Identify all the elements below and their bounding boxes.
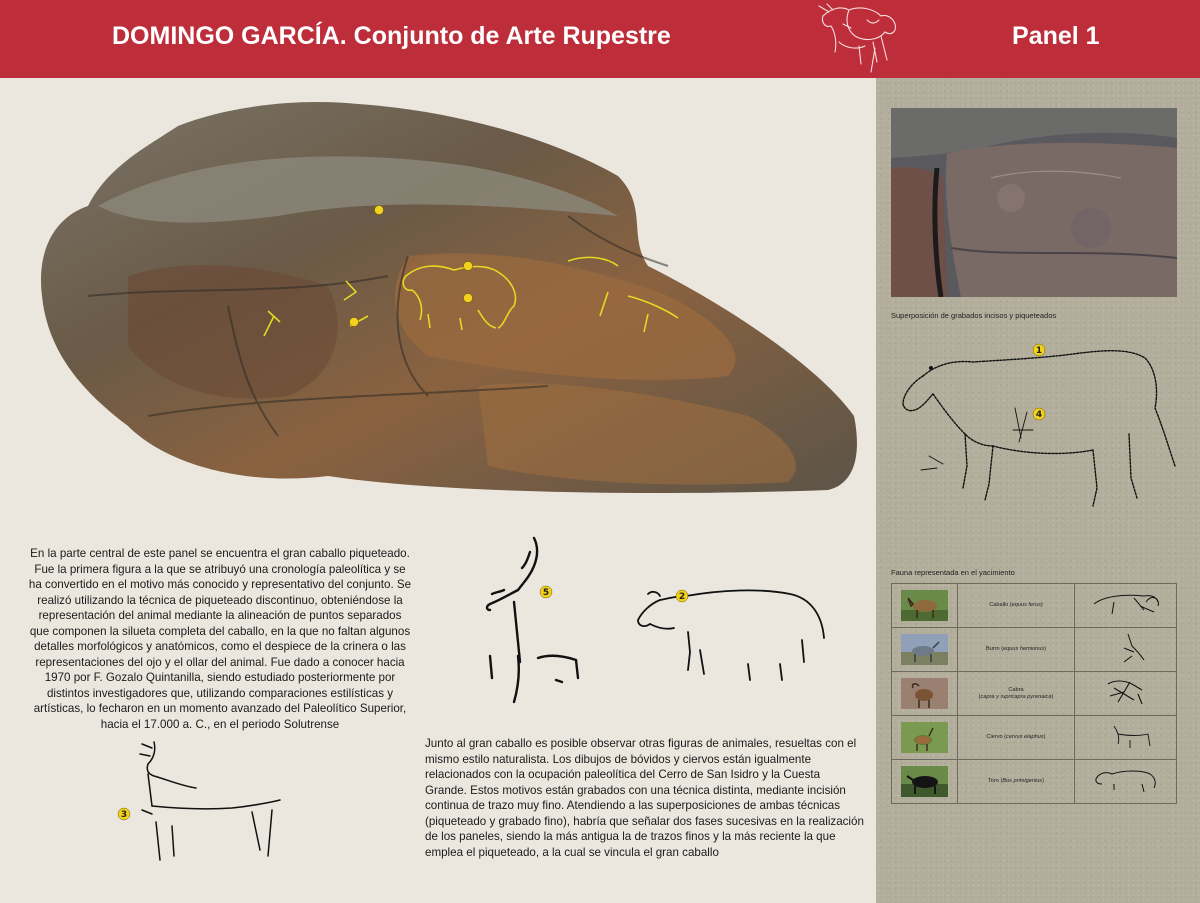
bull-photo [901, 766, 948, 797]
fauna-latin: cervus elaphus [1006, 734, 1044, 740]
goat-engraving-icon [1084, 674, 1168, 708]
deer-sketch-figure-5 [478, 532, 590, 710]
rock-panel-photo [28, 96, 864, 498]
fauna-name: Cabra [1008, 686, 1024, 693]
description-paragraph-1: En la parte central de este panel se encuentra el gran caballo piqueteado. Fue la primera figura a la que se atribuyó una cronología paleolítica y se ha convertido en el motivo más conocido y representativo del conjunto. Se realizó utilizando la técnica de piqueteado discontinuo, obteniéndose la representación del animal mediante la alineación de puntos separados que componen la silueta completa del caballo, en la que no faltan algunos detalles morfológicos y anatómicos, como el despiece de la crinera o las representaciones del ojo y el ollar del animal. Fue dado a conocer hacia 1970 por F. Gozalo Quintanilla, siendo estudiado posteriormente por distintos investigadores que, utilizando comparaciones estilísticas y artísticas, lo fecharon en un momento avanzado del Paleolítico Superior, hacia el 17.000 a. C., en el periodo Solutrense [28, 547, 412, 731]
fauna-row-cabra: Cabra (capra y rupricapra pyrenaica) [892, 672, 1177, 716]
sketch-label-2: 2 [678, 592, 686, 602]
fauna-table [891, 583, 1177, 804]
horse-tracing-drawing [893, 338, 1179, 510]
donkey-engraving-icon [1084, 630, 1168, 664]
fauna-photo-body [915, 689, 933, 701]
fauna-caption: Fauna representada en el yacimiento [891, 568, 1015, 577]
fauna-name: Ciervo [986, 734, 1003, 740]
description-paragraph-2: Junto al gran caballo es posible observar otras figuras de animales, resueltas con el mismo estilo naturalista. Los dibujos de bóvidos y ciervos están igualmente relacionados con la ocupación paleolítica del Cerro de San Isidro y la Cuesta Grande. Estos motivos están grabados con una técnica distinta, mediante incisión continua de trazo muy fino. Atendiendo a las superposiciones de ambas técnicas (piqueteado y grabado fino), habría que señalar dos fases sucesivas en la realización de los paneles, siendo la más antigua la de trazos finos y la más reciente la que emplea el piqueteado, a la cual se vincula el gran caballo [425, 737, 864, 859]
fauna-name: Caballo [989, 602, 1009, 608]
sketch-label-5: 5 [542, 588, 550, 598]
fauna-name: Toro [988, 778, 999, 784]
deer-photo [901, 722, 948, 753]
horse-photo [901, 590, 948, 621]
fauna-latin: equus ferus [1011, 602, 1041, 608]
superposition-photo [891, 108, 1177, 297]
sketch-label-3: 3 [120, 810, 128, 820]
goat-photo [901, 678, 948, 709]
fauna-row-caballo: Caballo (equus ferus) [892, 584, 1177, 628]
fauna-row-toro: Toro (Bos primigenius) [892, 760, 1177, 804]
superposition-caption: Superposición de grabados incisos y piqueteados [891, 311, 1057, 320]
trace-label-1: 1 [1035, 346, 1043, 356]
page-title: DOMINGO GARCÍA. Conjunto de Arte Rupestre [112, 22, 671, 50]
panel-number: Panel 1 [1012, 22, 1100, 50]
horse-engraving-icon [1084, 586, 1168, 620]
deer-sketch-figure-3 [112, 730, 292, 864]
bull-engraving-icon [1084, 762, 1168, 796]
fauna-latin: Bos primigenius [1002, 778, 1043, 784]
bovid-sketch-figure-2 [630, 580, 830, 690]
fauna-row-ciervo: Ciervo (cervus elaphus) [892, 716, 1177, 760]
header-bar [0, 0, 1200, 78]
trace-label-4: 4 [1035, 410, 1043, 420]
horse-engraving-logo-icon [815, 2, 905, 76]
deer-engraving-icon [1084, 718, 1168, 752]
donkey-photo [901, 634, 948, 665]
fauna-latin: equus hemionus [1003, 646, 1045, 652]
fauna-latin: capra y rupricapra pyrenaica [980, 693, 1052, 700]
fauna-name: Burro [985, 646, 1000, 652]
fauna-row-burro: Burro (equus hemionus) [892, 628, 1177, 672]
